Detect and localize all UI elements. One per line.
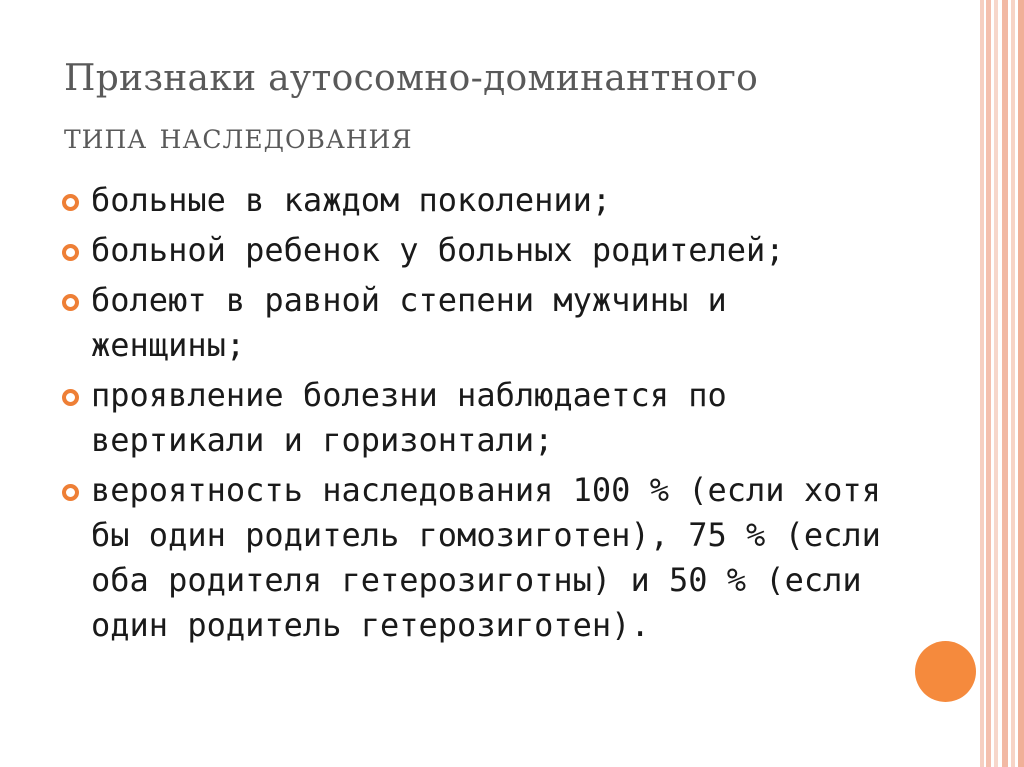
bullet-text: вероятность наследования 100 % (если хотя бы один родитель гомозиготен), 75 % (если оба родителя гетерозиготны) и 50 % (если один родитель гетерозиготен). — [91, 471, 881, 644]
ring-bullet-icon — [62, 484, 79, 501]
stripe — [986, 0, 991, 767]
stripe — [1011, 0, 1015, 767]
title-line-1: Признаки аутосомно-доминантного — [64, 58, 759, 99]
bullet-item — [62, 178, 882, 223]
slide-title — [64, 50, 944, 166]
stripe — [980, 0, 984, 767]
bullet-item — [62, 373, 882, 463]
bullet-text: болеют в равной степени мужчины и женщины; — [91, 281, 727, 364]
ring-bullet-icon — [62, 389, 79, 406]
bullet-list — [62, 178, 882, 653]
orange-circle-decoration — [915, 641, 976, 702]
bullet-text: больной ребенок у больных родителей; — [91, 231, 785, 269]
bullet-item — [62, 228, 882, 273]
bullet-item — [62, 468, 882, 648]
stripe — [994, 0, 998, 767]
ring-bullet-icon — [62, 294, 79, 311]
ring-bullet-icon — [62, 194, 79, 211]
bullet-text: проявление болезни наблюдается по вертикали и горизонтали; — [91, 376, 727, 459]
ring-bullet-icon — [62, 244, 79, 261]
bullet-item — [62, 278, 882, 368]
decorative-side-stripes — [980, 0, 1024, 767]
bullet-text: больные в каждом поколении; — [91, 181, 612, 219]
stripe — [1002, 0, 1008, 767]
title-line-2: типа наследования — [64, 116, 413, 157]
stripe — [1018, 0, 1024, 767]
